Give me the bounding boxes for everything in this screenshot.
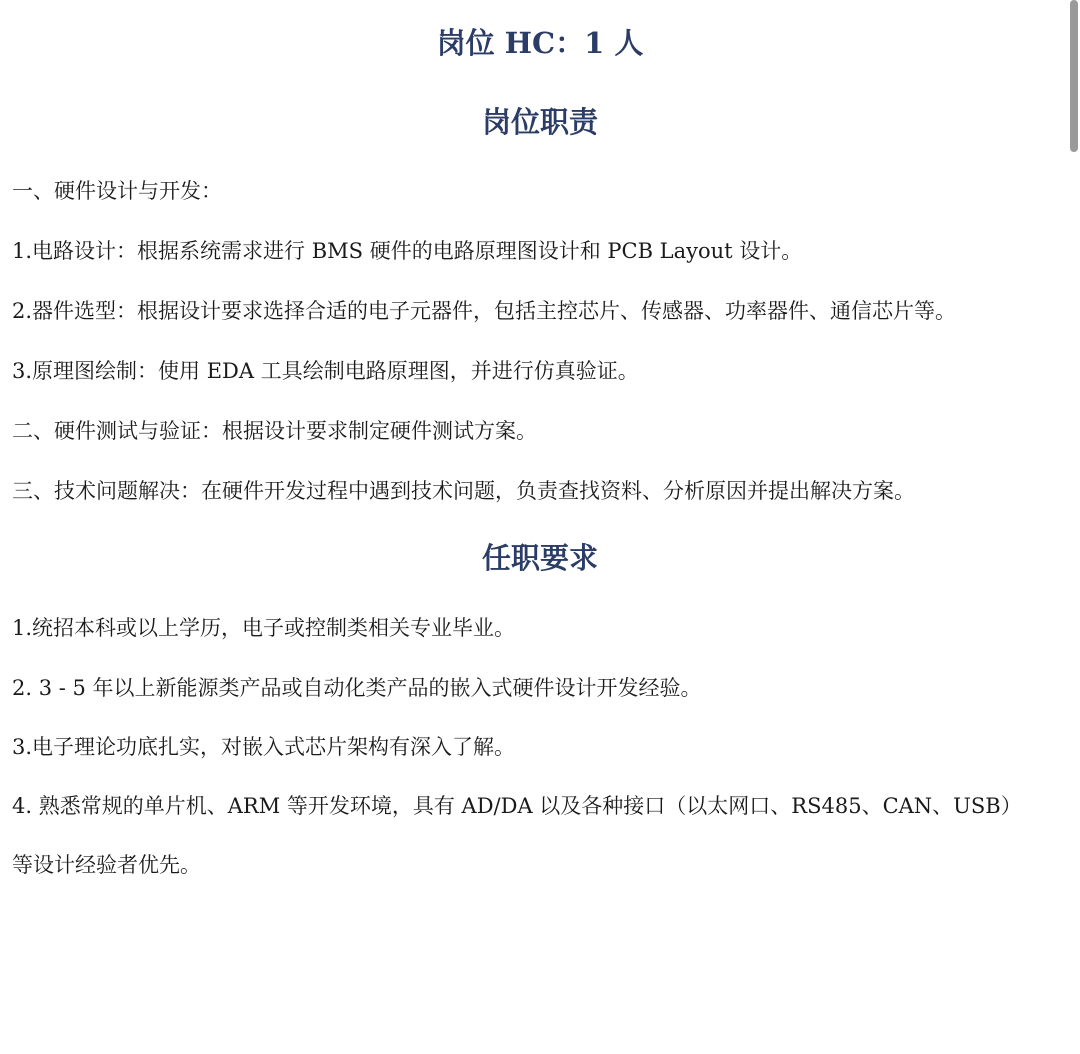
responsibility-line: 2.器件选型：根据设计要求选择合适的电子元器件，包括主控芯片、传感器、功率器件、通信芯片等。 [12,299,957,323]
responsibility-line: 1.电路设计：根据系统需求进行 BMS 硬件的电路原理图设计和 PCB Layout 设计。 [12,239,803,263]
requirement-line: 1.统招本科或以上学历，电子或控制类相关专业毕业。 [12,616,516,640]
requirements-heading: 任职要求 [481,541,598,575]
responsibility-line: 一、硬件设计与开发： [12,179,222,203]
requirement-line: 2. 3 - 5 年以上新能源类产品或自动化类产品的嵌入式硬件设计开发经验。 [12,676,702,700]
responsibility-line: 3.原理图绘制：使用 EDA 工具绘制电路原理图，并进行仿真验证。 [12,359,639,383]
requirement-line: 3.电子理论功底扎实，对嵌入式芯片架构有深入了解。 [12,735,516,759]
vertical-scrollbar[interactable] [1070,0,1078,152]
responsibility-line: 二、硬件测试与验证：根据设计要求制定硬件测试方案。 [12,419,537,443]
requirement-line: 4. 熟悉常规的单片机、ARM 等开发环境，具有 AD/DA 以及各种接口（以太网口、RS485、CAN、USB） [12,794,1022,818]
responsibilities-heading: 岗位职责 [481,105,598,139]
requirement-line: 等设计经验者优先。 [12,853,201,877]
responsibility-line: 三、技术问题解决：在硬件开发过程中遇到技术问题，负责查找资料、分析原因并提出解决方案。 [12,479,915,503]
headcount-heading: 岗位 HC：1 人 [436,26,644,60]
